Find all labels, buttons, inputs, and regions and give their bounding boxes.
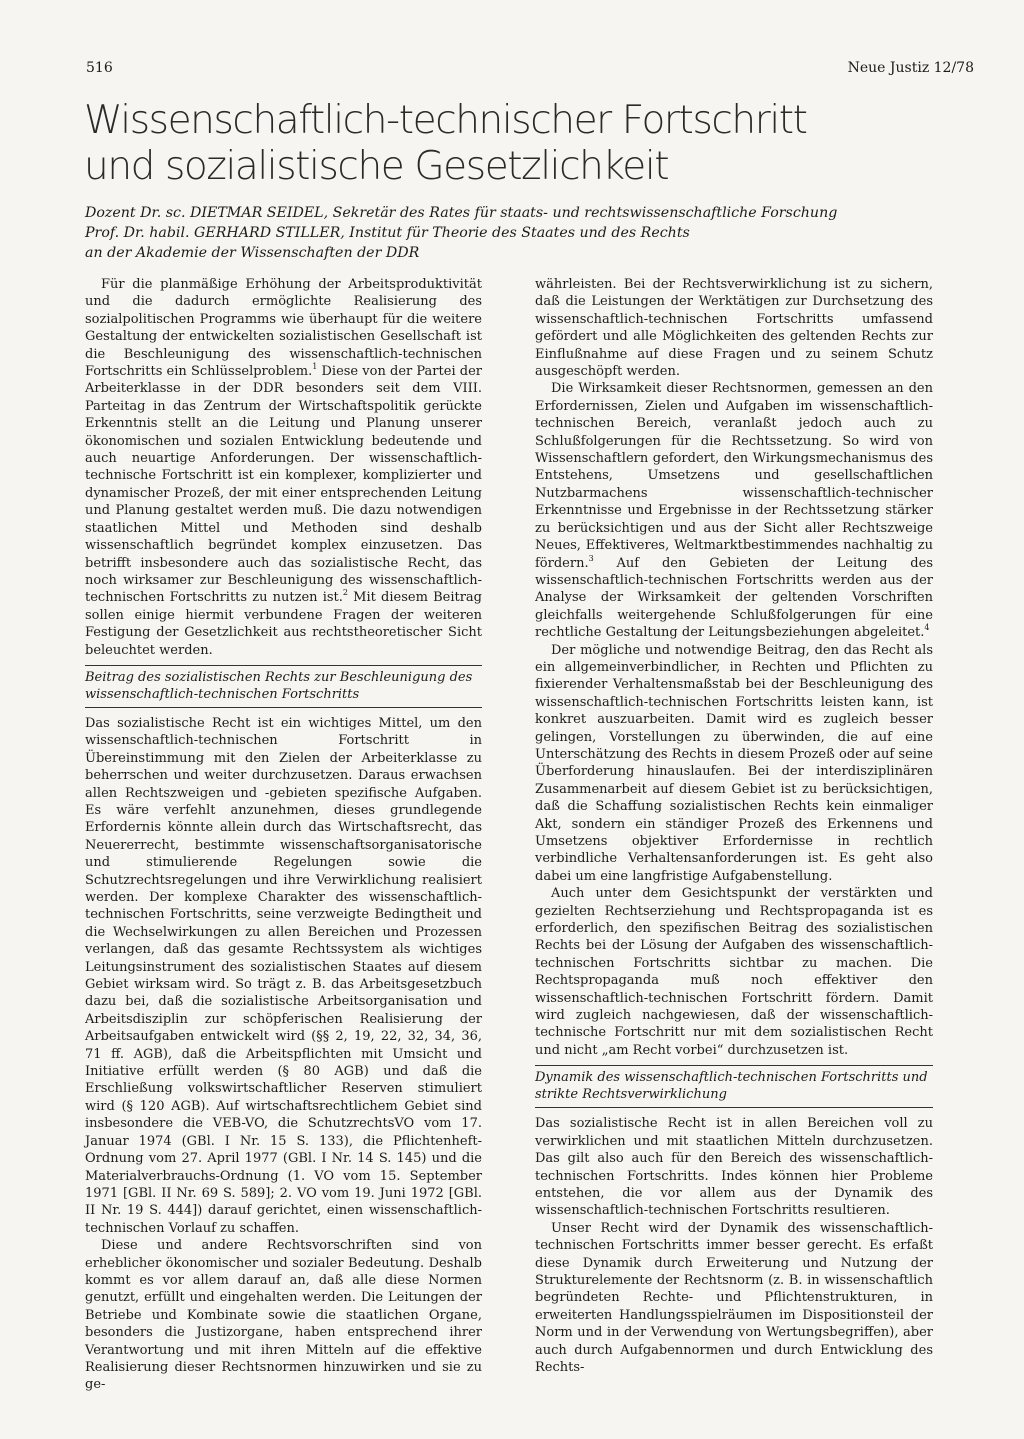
section-heading: Beitrag des sozialistischen Rechts zur Beschleunigung des wissenschaftlich-technischen Fortschritts — [85, 665, 482, 708]
paragraph: Auch unter dem Gesichtspunkt der verstärkten und gezielten Rechtserziehung und Rechtspropaganda ist es erforderlich, den spezifischen Beitrag des sozialistischen Rechts bei der Lösung der Aufgaben des wissenschaftlich-technischen Fortschritts sichtbar zu machen. Die Rechtspropaganda muß noch effektiver den wissenschaftlich-technischen Fortschritt fördern. Damit wird zugleich nachgewiesen, daß der wissenschaftlich-technische Fortschritt nur mit dem sozialistischen Recht und nicht „am Recht vorbei“ durchzusetzen ist. — [535, 886, 933, 1058]
paragraph — [85, 276, 482, 659]
footnote-ref: 2 — [342, 588, 348, 598]
paragraph: Das sozialistische Recht ist ein wichtiges Mittel, um den wissenschaftlich-technischen Fortschritt in Übereinstimmung mit den Zielen der Arbeiterklasse zu beherrschen und weiter durchzusetzen. Daraus erwachsen allen Rechtszweigen und -gebieten spezifische Aufgaben. Es wäre verfehlt anzunehmen, dieses grundlegende Erfordernis könnte allein durch das Wirtschaftsrecht, das Neuererrecht, bestimmte wissenschaftsorganisatorische und stimulierende Regelungen sowie die Schutzrechtsregelungen und ihre Verwirklichung realisiert werden. Der komplexe Charakter des wissenschaftlich-technischen Fortschritts, seine verzweigte Bedingtheit und die Wechselwirkungen zu allen Bereichen und Prozessen verlangen, daß das gesamte Rechtssystem als wichtiges Leitungsinstrument des sozialistischen Staates auf diesem Gebiet wirksam wird. So trägt z. B. das Arbeitsgesetzbuch dazu bei, daß die sozialistische Arbeitsorganisation und Arbeitsdisziplin zur schöpferischen Realisierung der Arbeitsaufgaben entwickelt wird (§§ 2, 19, 22, 32, 34, 36, 71 ff. AGB), daß die Arbeitspflichten mit Umsicht und Initiative erfüllt werden (§ 80 AGB) und daß die Erschließung volkswirtschaftlicher Reserven stimuliert wird (§ 120 AGB). Auf wirtschaftsrechtlichem Gebiet sind insbesondere die VEB-VO, die SchutzrechtsVO vom 17. Januar 1974 (GBl. I Nr. 15 S. 133), die Pflichtenheft-Ordnung vom 27. April 1977 (GBl. I Nr. 14 S. 145) und die Materialverbrauchs-Ordnung (1. VO vom 15. September 1971 [GBl. II Nr. 69 S. 589]; 2. VO vom 19. Juni 1972 [GBl. II Nr. 19 S. 444]) darauf gerichtet, einen wissenschaftlich-technischen Vorlauf zu schaffen. — [85, 715, 482, 1236]
text-run: Für die planmäßige Erhöhung der Arbeitsproduktivität und die dadurch ermöglichte Realisierung des sozialpolitischen Programms wie überhaupt für die weitere Gestaltung der entwickelten sozialistischen Gesellschaft ist die Beschleunigung des wissenschaftlich-technischen Fortschritts ein Schlüsselproblem. — [85, 277, 482, 380]
article-title — [84, 98, 964, 190]
paragraph: Diese und andere Rechtsvorschriften sind von erheblicher ökonomischer und sozialer Bedeutung. Deshalb kommt es vor allem darauf an, daß alle diese Normen genutzt, erfüllt und eingehalten werden. Die Leitungen der Betriebe und Kombinate sowie die staatlichen Organe, besonders die Justizorgane, haben entsprechend ihrer Verantwortung und mit ihren Mitteln auf die effektive Realisierung dieser Rechtsnormen hinzuwirken und sie zu ge- — [85, 1238, 482, 1393]
author-line: Prof. Dr. habil. GERHARD STILLER, Institut für Theorie des Staates und des Rechts — [85, 225, 690, 241]
paragraph: Unser Recht wird der Dynamik des wissenschaftlich-technischen Fortschritts immer besser gerecht. Es erfaßt diese Dynamik durch Erweiterung und Nutzung der Strukturelemente der Rechtsnorm (z. B. in wissenschaftlich begründeten Rechte- und Pflichtenstrukturen, in erweiterten Handlungsspielräumen im Dispositionsteil der Norm und in der Verwendung von Wertungsbegriffen), aber auch durch Aufgabennormen und durch Entwicklung des Rechts- — [535, 1220, 933, 1375]
page-number: 516 — [86, 60, 113, 76]
right-column — [535, 276, 933, 1376]
page-header — [86, 60, 974, 80]
section-heading: Dynamik des wissenschaftlich-technischen Fortschritts und strikte Rechtsverwirklichung — [535, 1065, 933, 1108]
article-title-line: und sozialistische Gesetzlichkeit — [84, 144, 669, 189]
paragraph: Der mögliche und notwendige Beitrag, den das Recht als ein allgemeinverbindlicher, in Rechten und Pflichten zu fixierender Verhaltensmaßstab bei der Beschleunigung des wissenschaftlich-technischen Fortschritts leisten kann, ist konkret auszuarbeiten. Damit wird es zugleich besser gelingen, Vorstellungen zu überwinden, die auf eine Unterschätzung des Rechts in diesem Prozeß oder auf seine Überforderung hinauslaufen. Bei der interdisziplinären Zusammenarbeit auf diesem Gebiet ist zu berücksichtigen, daß die Schaffung sozialistischen Rechts kein einmaliger Akt, sondern ein ständiger Prozeß des Erkennens und Umsetzens objektiver Erfordernisse in rechtlich verbindliche Verhaltensanforderungen ist. Es geht also dabei um eine langfristige Aufgabenstellung. — [535, 642, 933, 884]
author-line: Dozent Dr. sc. DIETMAR SEIDEL, Sekretär des Rates für staats- und rechtswissenschaftliche Forschung — [85, 205, 838, 221]
author-block — [85, 203, 965, 263]
journal-issue: Neue Justiz 12/78 — [847, 60, 974, 76]
text-run: Mit diesem Beitrag sollen einige hiermit verbundene Fragen der weiteren Festigung der Gesetzlichkeit aus rechtstheoretischer Sicht beleuchtet werden. — [85, 590, 482, 658]
footnote-ref: 3 — [588, 553, 594, 563]
text-run: Die Wirksamkeit dieser Rechtsnormen, gemessen an den Erfordernissen, Zielen und Aufgaben im wissenschaftlich-technischen Bereich, veranlaßt jedoch auch zu Schlußfolgerungen für die Rechtssetzung. So wird von Wissenschaftlern gefordert, den Wirkungsmechanismus des Entstehens, Umsetzens und gesellschaftlichen Nutzbarmachens wissenschaftlich-technischer Erkenntnisse und Ergebnisse in der Rechtssetzung stärker zu berücksichtigen und aus der Sicht aller Rechtszweige Neues, Effektiveres, Weltmarktbestimmendes nachhaltig zu fördern. — [535, 381, 933, 571]
paragraph: Das sozialistische Recht ist in allen Bereichen voll zu verwirklichen und mit staatlichen Mitteln durchzusetzen. Das gilt also auch für den Bereich des wissenschaftlich-technischen Fortschritts. Indes können hier Probleme entstehen, die vor allem aus der Dynamik des wissenschaftlich-technischen Fortschritts resultieren. — [535, 1116, 933, 1219]
left-column — [85, 276, 482, 1394]
footnote-ref: 4 — [924, 623, 930, 633]
footnote-ref: 1 — [312, 362, 318, 372]
paragraph: währleisten. Bei der Rechtsverwirklichung ist zu sichern, daß die Leistungen der Werktätigen zur Durchsetzung des wissenschaftlich-technischen Fortschritts umfassend gefördert und alle Möglichkeiten des geltenden Rechts zur Einflußnahme auf diese Fragen und zu seinem Schutz ausgeschöpft werden. — [535, 277, 933, 380]
paragraph — [535, 380, 933, 641]
text-run: Auf den Gebieten der Leitung des wissenschaftlich-technischen Fortschritts werden aus der Analyse der Wirksamkeit der geltenden Vorschriften gleichfalls weitergehende Schlußfolgerungen für eine rechtliche Gestaltung der Leitungsbeziehungen abgeleitet. — [535, 555, 933, 641]
text-run: Diese von der Partei der Arbeiterklasse in der DDR besonders seit dem VIII. Parteitag in das Zentrum der Wirtschaftspolitik gerückte Erkenntnis stellt an die Leitung und Planung unserer ökonomischen und sozialen Entwicklung bedeutende und auch neuartige Anforderungen. Der wissenschaftlich-technische Fortschritt ist ein komplexer, komplizierter und dynamischer Prozeß, der mit einer entsprechenden Leitung und Planung gestaltet werden muß. Die dazu notwendigen staatlichen Mittel und Methoden sind deshalb wissenschaftlich begründet komplex einzusetzen. Das betrifft insbesondere auch das sozialistische Recht, das noch wirksamer zur Beschleunigung des wissenschaftlich-technischen Fortschritts zu nutzen ist. — [85, 364, 482, 606]
author-line: an der Akademie der Wissenschaften der DDR — [85, 245, 420, 261]
article-title-line: Wissenschaftlich-technischer Fortschritt — [84, 98, 807, 143]
